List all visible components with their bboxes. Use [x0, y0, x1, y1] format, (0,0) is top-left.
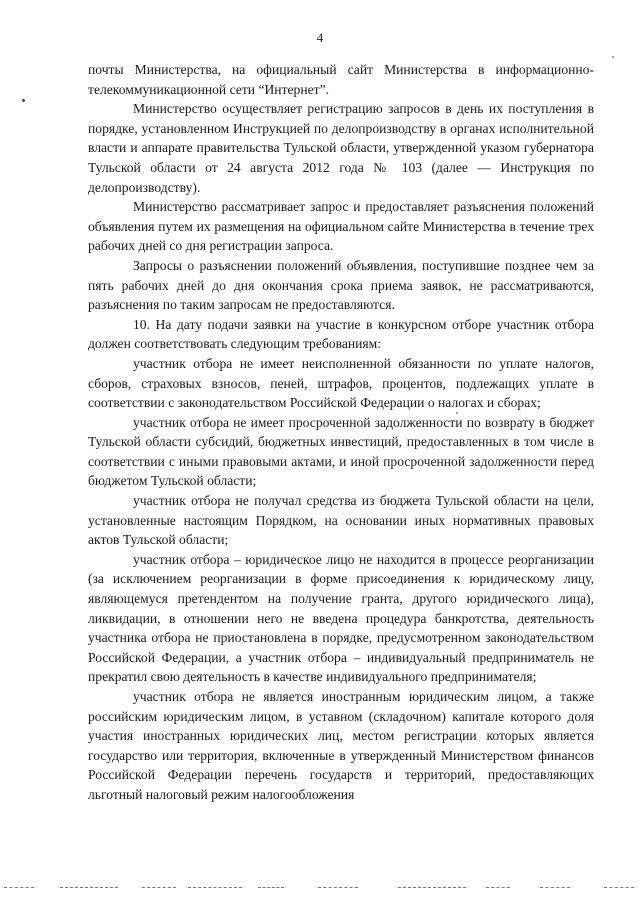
- paragraph: участник отбора не является иностранным юридическим лицом, а также российским юридическим лицом, в уставном (складочном) капитале которого доля участия иностранных юридических лиц, местом регистрации которых является государство или территория, включенные в утвержденный Министерством финансов Российской Федерации перечень государств и территорий, предоставляющих льготный налоговый режим налогообложения: [88, 689, 594, 802]
- paragraph: Министерство осуществляет регистрацию запросов в день их поступления в порядке, установленном Инструкцией по делопроизводству в органах исполнительной власти и аппарате правительства Тульской области, утвержденной указом губернатора Тульской области от 24 августа 2012 года № 103 (далее — Инструкция по делопроизводству).: [88, 101, 594, 195]
- scan-artifact-line: [188, 887, 242, 889]
- scan-artifact-dot: [612, 56, 614, 58]
- scan-artifact-line: [142, 887, 176, 889]
- scan-bottom-edge: [0, 887, 640, 890]
- scan-artifact-line: [398, 887, 466, 889]
- paragraph: участник отбора не имеет неисполненной обязанности по уплате налогов, сборов, страховых взносов, пеней, штрафов, процентов, подлежащих уплате в соответствии с законодательством Российской Федерации о налогах и сборах;: [88, 355, 594, 411]
- paragraph: почты Министерства, на официальный сайт Министерства в информационно-телекоммуникационной сети “Интернет”.: [88, 62, 594, 97]
- paragraph: 10. На дату подачи заявки на участие в конкурсном отборе участник отбора должен соответствовать следующим требованиям:: [88, 316, 594, 352]
- paragraph: участник отбора не имеет просроченной задолженности по возврату в бюджет Тульской области субсидий, бюджетных инвестиций, предоставленных в том числе в соответствии с иными правовыми актами, и иной просроченной задолженности перед бюджетом Тульской области;: [88, 414, 594, 489]
- scan-artifact-line: [4, 887, 34, 889]
- document-body: [88, 60, 594, 805]
- scan-artifact-dot: [22, 99, 25, 102]
- scan-artifact-line: [258, 887, 284, 889]
- page-number: 4: [316, 30, 324, 45]
- paragraph: участник отбора – юридическое лицо не находится в процессе реорганизации (за исключением реорганизации в форме присоединения к юридическому лицу, являющемуся претендентом на получение гранта, другого юридического лица), ликвидации, в отношении него не введена процедура банкротства, деятельность участника отбора не приостановлена в порядке, предусмотренном законодательством Российской Федерации, а участник отбора – индивидуальный предприниматель не прекратил свою деятельность в качестве индивидуального предпринимателя;: [88, 551, 594, 685]
- paragraph: участник отбора не получал средства из бюджета Тульской области на цели, установленные настоящим Порядком, на основании иных нормативных правовых актов Тульской области;: [88, 493, 594, 548]
- scan-artifact-line: [486, 887, 510, 889]
- paragraph: Запросы о разъяснении положений объявления, поступившие позднее чем за пять рабочих дней до дня окончания срока приема заявок, не рассматриваются, разъяснения по таким запросам не предоставляются.: [88, 257, 594, 313]
- scan-artifact-line: [604, 887, 634, 889]
- paragraph: Министерство рассматривает запрос и предоставляет разъяснения положений объявления путем их размещения на официальном сайте Министерства в течение трех рабочих дней со дня регистрации запроса.: [88, 199, 594, 254]
- scan-artifact-line: [318, 887, 358, 889]
- scan-artifact-line: [60, 887, 118, 889]
- scan-artifact-line: [540, 887, 570, 889]
